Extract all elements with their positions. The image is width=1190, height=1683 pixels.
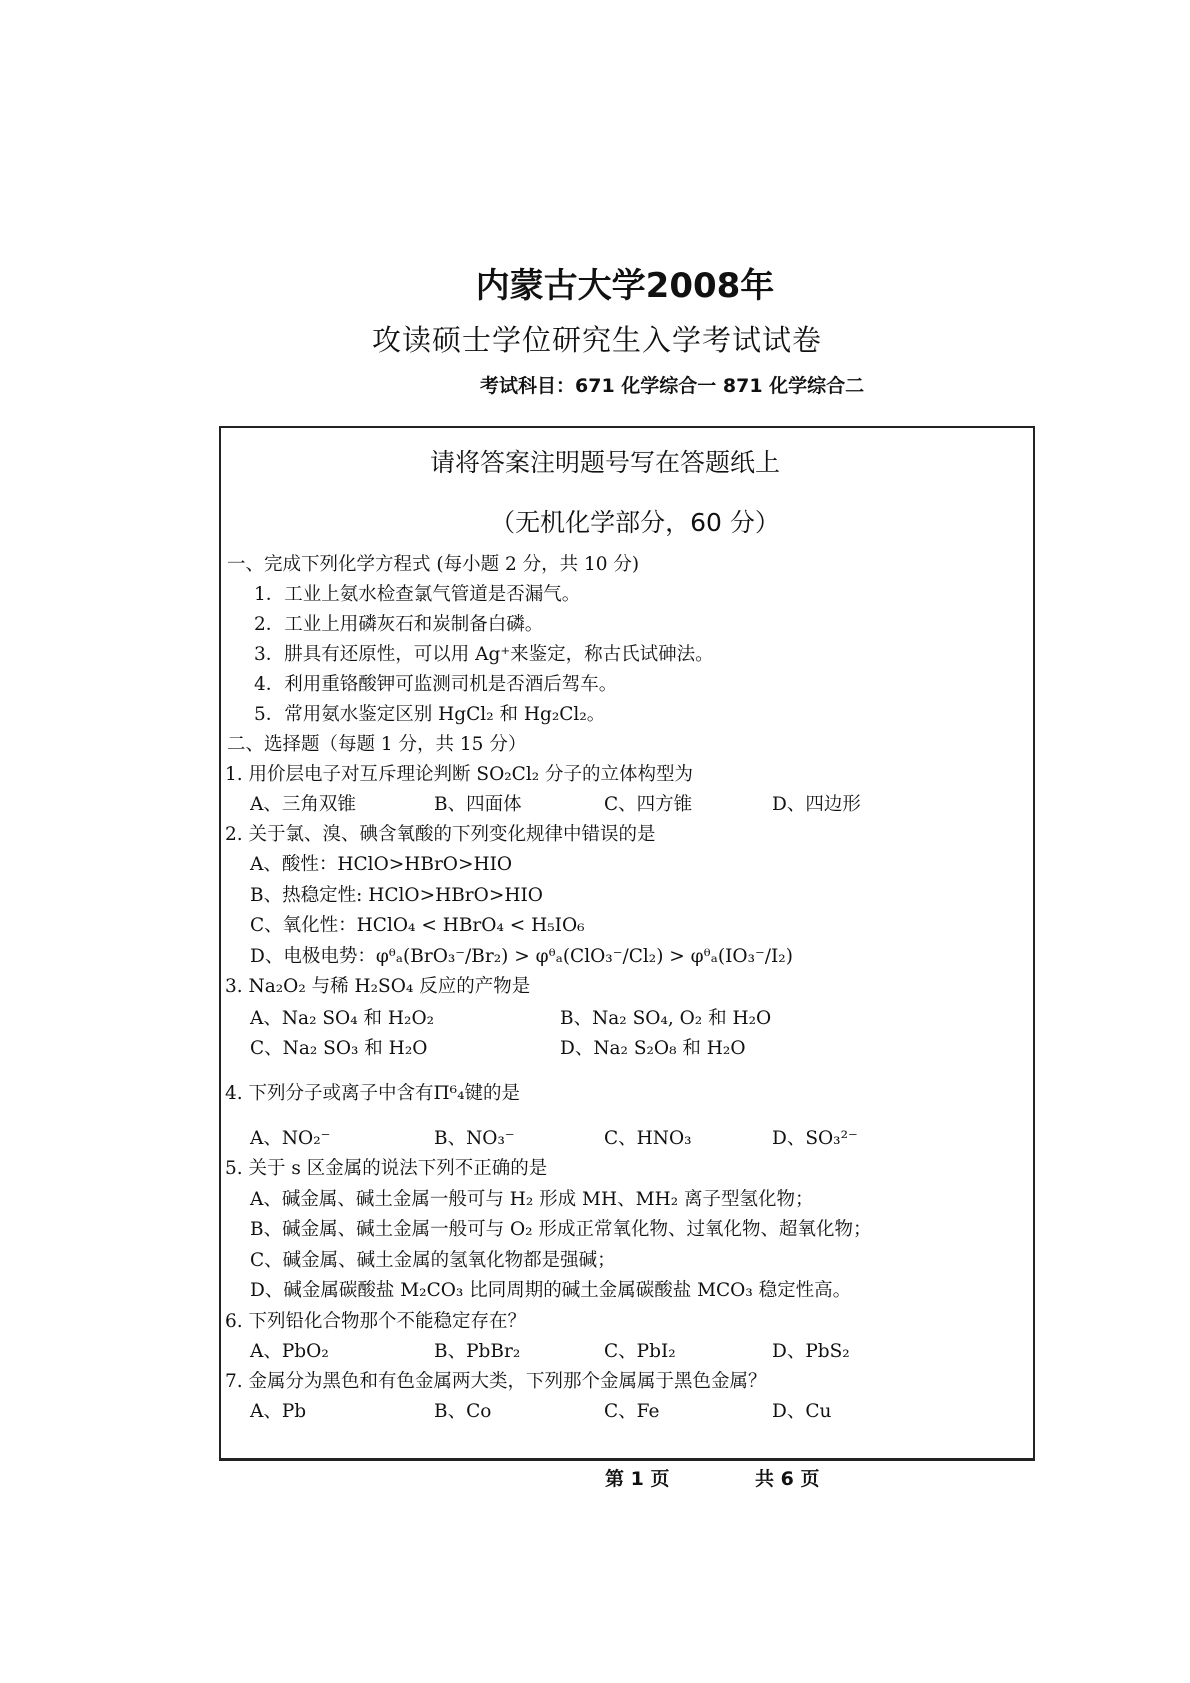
option: B、碱金属、碱土金属一般可与 O₂ 形成正常氧化物、过氧化物、超氧化物；: [250, 1219, 872, 1240]
option: D、PbS₂: [772, 1341, 850, 1362]
option: C、氧化性：HClO₄ < HBrO₄ < H₅IO₆: [250, 915, 585, 936]
answer-notice: 请将答案注明题号写在答题纸上: [429, 448, 780, 477]
part-title: （无机化学部分，60 分）: [490, 508, 780, 537]
section1-item: 5．常用氨水鉴定区别 HgCl₂ 和 Hg₂Cl₂。: [254, 704, 606, 725]
option: A、三角双锥: [250, 794, 356, 815]
question-2: 2. 关于氯、溴、碘含氧酸的下列变化规律中错误的是: [225, 824, 656, 845]
question-box: [219, 426, 1035, 1461]
page-number: 第 1 页: [605, 1468, 670, 1490]
page-total: 共 6 页: [755, 1468, 820, 1490]
option: C、PbI₂: [604, 1341, 676, 1362]
option: C、碱金属、碱土金属的氢氧化物都是强碱；: [250, 1250, 616, 1271]
option: A、NO₂⁻: [250, 1128, 331, 1149]
section1-item: 1．工业上氨水检查氯气管道是否漏气。: [254, 584, 581, 605]
exam-title: 内蒙古大学2008年: [475, 266, 775, 306]
section2-heading: 二、选择题（每题 1 分，共 15 分）: [227, 734, 527, 755]
question-7: 7. 金属分为黑色和有色金属两大类，下列那个金属属于黑色金属？: [225, 1371, 767, 1392]
exam-subtitle: 攻读硕士学位研究生入学考试试卷: [372, 323, 823, 357]
option: A、Pb: [250, 1401, 307, 1422]
option: C、HNO₃: [604, 1128, 692, 1149]
exam-subject: 考试科目：671 化学综合一 871 化学综合二: [480, 375, 865, 397]
section1-heading: 一、完成下列化学方程式 (每小题 2 分，共 10 分): [227, 554, 640, 575]
option: B、Co: [434, 1401, 492, 1422]
option: D、四边形: [772, 794, 861, 815]
option: D、Na₂ S₂O₈ 和 H₂O: [560, 1038, 746, 1059]
option: A、碱金属、碱土金属一般可与 H₂ 形成 MH、MH₂ 离子型氢化物；: [250, 1189, 814, 1210]
question-1: 1. 用价层电子对互斥理论判断 SO₂Cl₂ 分子的立体构型为: [225, 764, 694, 785]
option: B、四面体: [434, 794, 522, 815]
option: B、PbBr₂: [434, 1341, 521, 1362]
question-4: 4. 下列分子或离子中含有Π⁶₄键的是: [225, 1083, 520, 1104]
question-6: 6. 下列铅化合物那个不能稳定存在？: [225, 1311, 527, 1332]
section1-item: 2．工业上用磷灰石和炭制备白磷。: [254, 614, 544, 635]
section1-item: 4．利用重铬酸钾可监测司机是否酒后驾车。: [254, 674, 618, 695]
option: C、Na₂ SO₃ 和 H₂O: [250, 1038, 428, 1059]
option: A、Na₂ SO₄ 和 H₂O₂: [250, 1008, 435, 1029]
option: C、Fe: [604, 1401, 660, 1422]
question-3: 3. Na₂O₂ 与稀 H₂SO₄ 反应的产物是: [225, 976, 531, 997]
option: D、碱金属碳酸盐 M₂CO₃ 比同周期的碱土金属碳酸盐 MCO₃ 稳定性高。: [250, 1280, 852, 1301]
option: D、电极电势：φᶿₐ(BrO₃⁻/Br₂) > φᶿₐ(ClO₃⁻/Cl₂) > φᶿₐ(IO₃⁻/I₂): [250, 946, 793, 967]
section1-item: 3．肼具有还原性，可以用 Ag⁺来鉴定，称古氏试砷法。: [254, 644, 714, 665]
option: A、酸性：HClO>HBrO>HIO: [250, 854, 513, 875]
option: C、四方锥: [604, 794, 693, 815]
option: A、PbO₂: [250, 1341, 329, 1362]
option: B、热稳定性: HClO>HBrO>HIO: [250, 885, 543, 906]
option: B、Na₂ SO₄, O₂ 和 H₂O: [560, 1008, 772, 1029]
option: B、NO₃⁻: [434, 1128, 515, 1149]
option: D、SO₃²⁻: [772, 1128, 858, 1149]
option: D、Cu: [772, 1401, 832, 1422]
question-5: 5. 关于 s 区金属的说法下列不正确的是: [225, 1158, 548, 1179]
